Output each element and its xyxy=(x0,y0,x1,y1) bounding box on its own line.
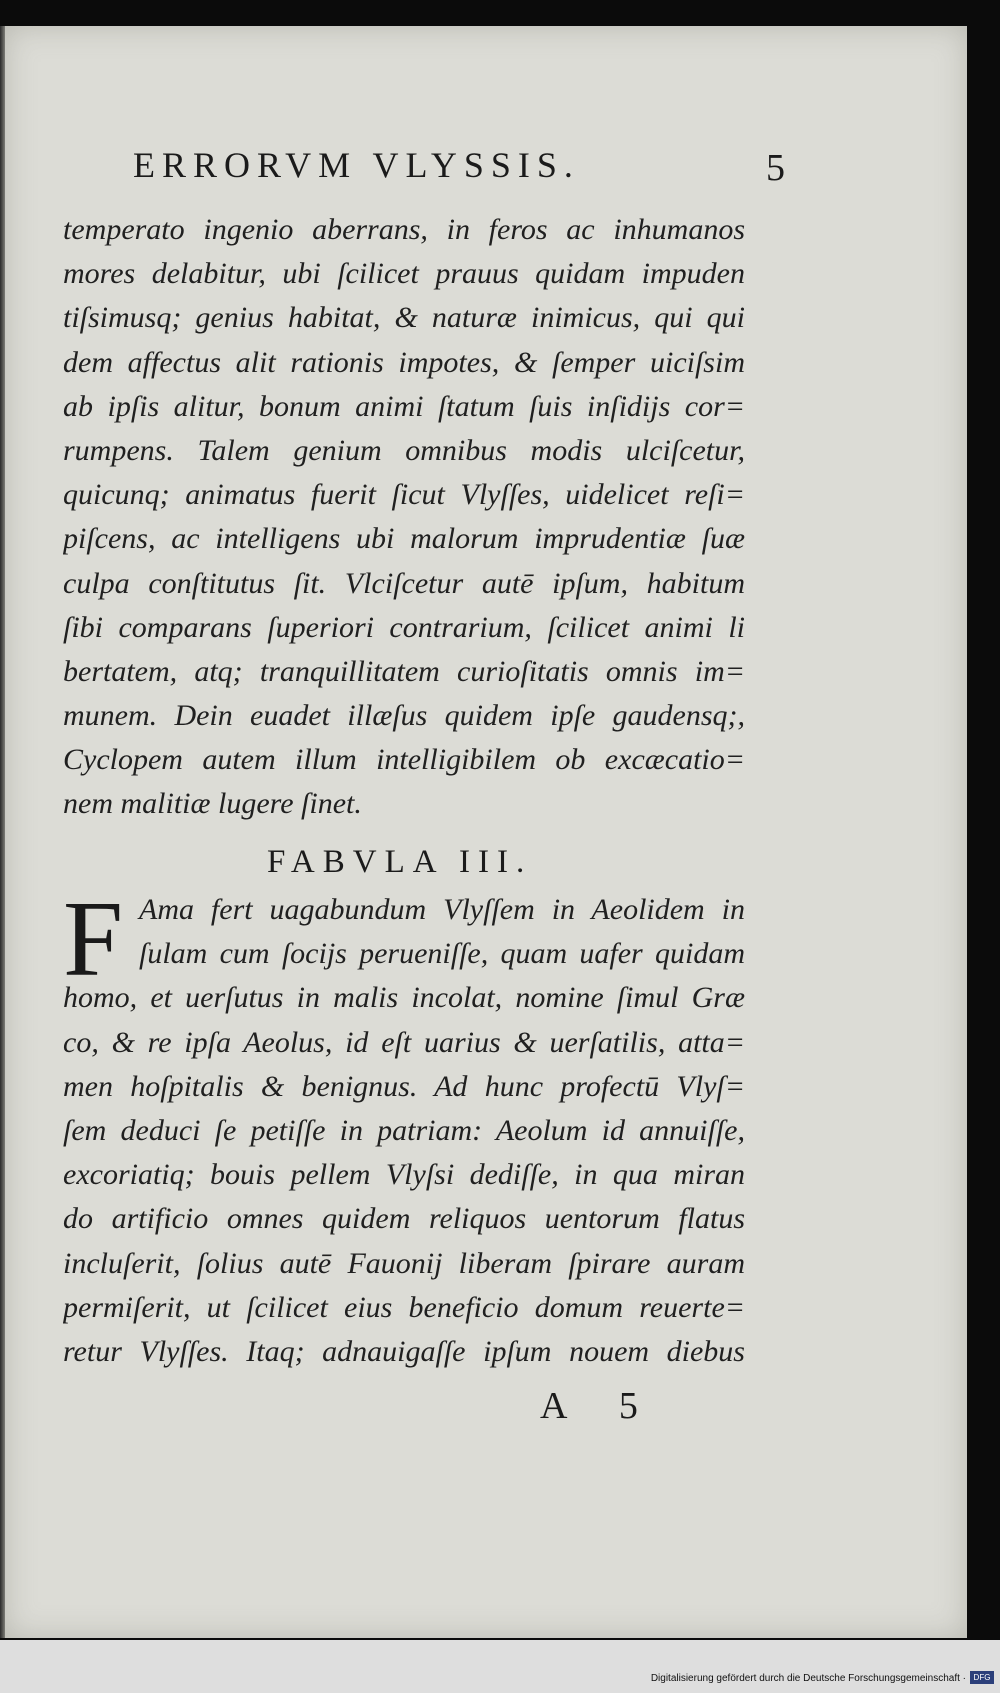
page-number: 5 xyxy=(766,147,785,189)
text-line: culpa conſtitutus ſit. Vlciſcetur autē ipſum, habitum xyxy=(63,566,745,600)
book-page xyxy=(5,26,967,1638)
text-line: co, & re ipſa Aeolus, id eſt uarius & uerſatilis, atta= xyxy=(63,1025,745,1059)
body-text xyxy=(63,208,745,827)
text-line: ſem deduci ſe petiſſe in patriam: Aeolum id annuiſſe, xyxy=(63,1113,745,1147)
text-line: bertatem, atq; tranquillitatem curioſitatis omnis im= xyxy=(63,654,745,688)
text-line: do artificio omnes quidem reliquos uentorum flatus xyxy=(63,1202,745,1236)
text-line: retur Vlyſſes. Itaq; adnauigaſſe ipſum nouem diebus xyxy=(63,1334,745,1368)
text-line: ſibi comparans ſuperiori contrarium, ſcilicet animi li xyxy=(63,610,745,644)
text-line: munem. Dein euadet illæſus quidem ipſe gaudensq;, xyxy=(63,699,745,733)
text-line: piſcens, ac intelligens ubi malorum imprudentiæ ſuæ xyxy=(63,522,745,556)
text-line: nem malitiæ lugere ſinet. xyxy=(63,787,362,821)
digitization-credit: Digitalisierung gefördert durch die Deutsche Forschungsgemeinschaft · xyxy=(650,1673,966,1684)
text-line: ſulam cum ſocijs perueniſſe, quam uafer quidam xyxy=(139,937,745,971)
text-line: Ama fert uagabundum Vlyſſem in Aeolidem in xyxy=(139,893,745,926)
text-line: permiſerit, ut ſcilicet eius beneficio domum reuerte= xyxy=(63,1290,745,1324)
drop-cap-initial: F xyxy=(63,880,124,999)
signature-mark: A 5 xyxy=(540,1385,660,1427)
running-head: ERRORVM VLYSSIS. xyxy=(133,145,580,185)
text-line: dem affectus alit rationis impotes, & ſemper uiciſsim xyxy=(63,345,745,379)
section-heading: FABVLA III. xyxy=(267,844,533,880)
text-line: tiſsimusq; genius habitat, & naturæ inimicus, qui qui xyxy=(63,301,745,335)
fabula-text xyxy=(63,880,745,1374)
text-line: rumpens. Talem genium omnibus modis ulciſcetur, xyxy=(63,433,745,467)
page-header xyxy=(133,144,785,200)
text-line: homo, et uerſutus in malis incolat, nomine ſimul Græ xyxy=(63,981,745,1015)
text-line: men hoſpitalis & benignus. Ad hunc profectū Vlyſ= xyxy=(63,1069,745,1103)
text-line: mores delabitur, ubi ſcilicet prauus quidam impuden xyxy=(63,257,745,291)
text-line: quicunq; animatus fuerit ſicut Vlyſſes, uidelicet reſi= xyxy=(63,478,745,512)
footer-bar xyxy=(0,1640,1000,1693)
text-line: temperato ingenio aberrans, in feros ac inhumanos xyxy=(63,213,745,246)
text-line: Cyclopem autem illum intelligibilem ob excæcatio= xyxy=(63,743,745,777)
text-line: excoriatiq; bouis pellem Vlyſsi dediſſe, in qua miran xyxy=(63,1158,745,1192)
text-line: incluſerit, ſolius autē Fauonij liberam ſpirare auram xyxy=(63,1246,745,1280)
text-line: ab ipſis alitur, bonum animi ſtatum ſuis inſidijs cor= xyxy=(63,389,745,423)
dfg-logo: DFG xyxy=(970,1671,994,1684)
